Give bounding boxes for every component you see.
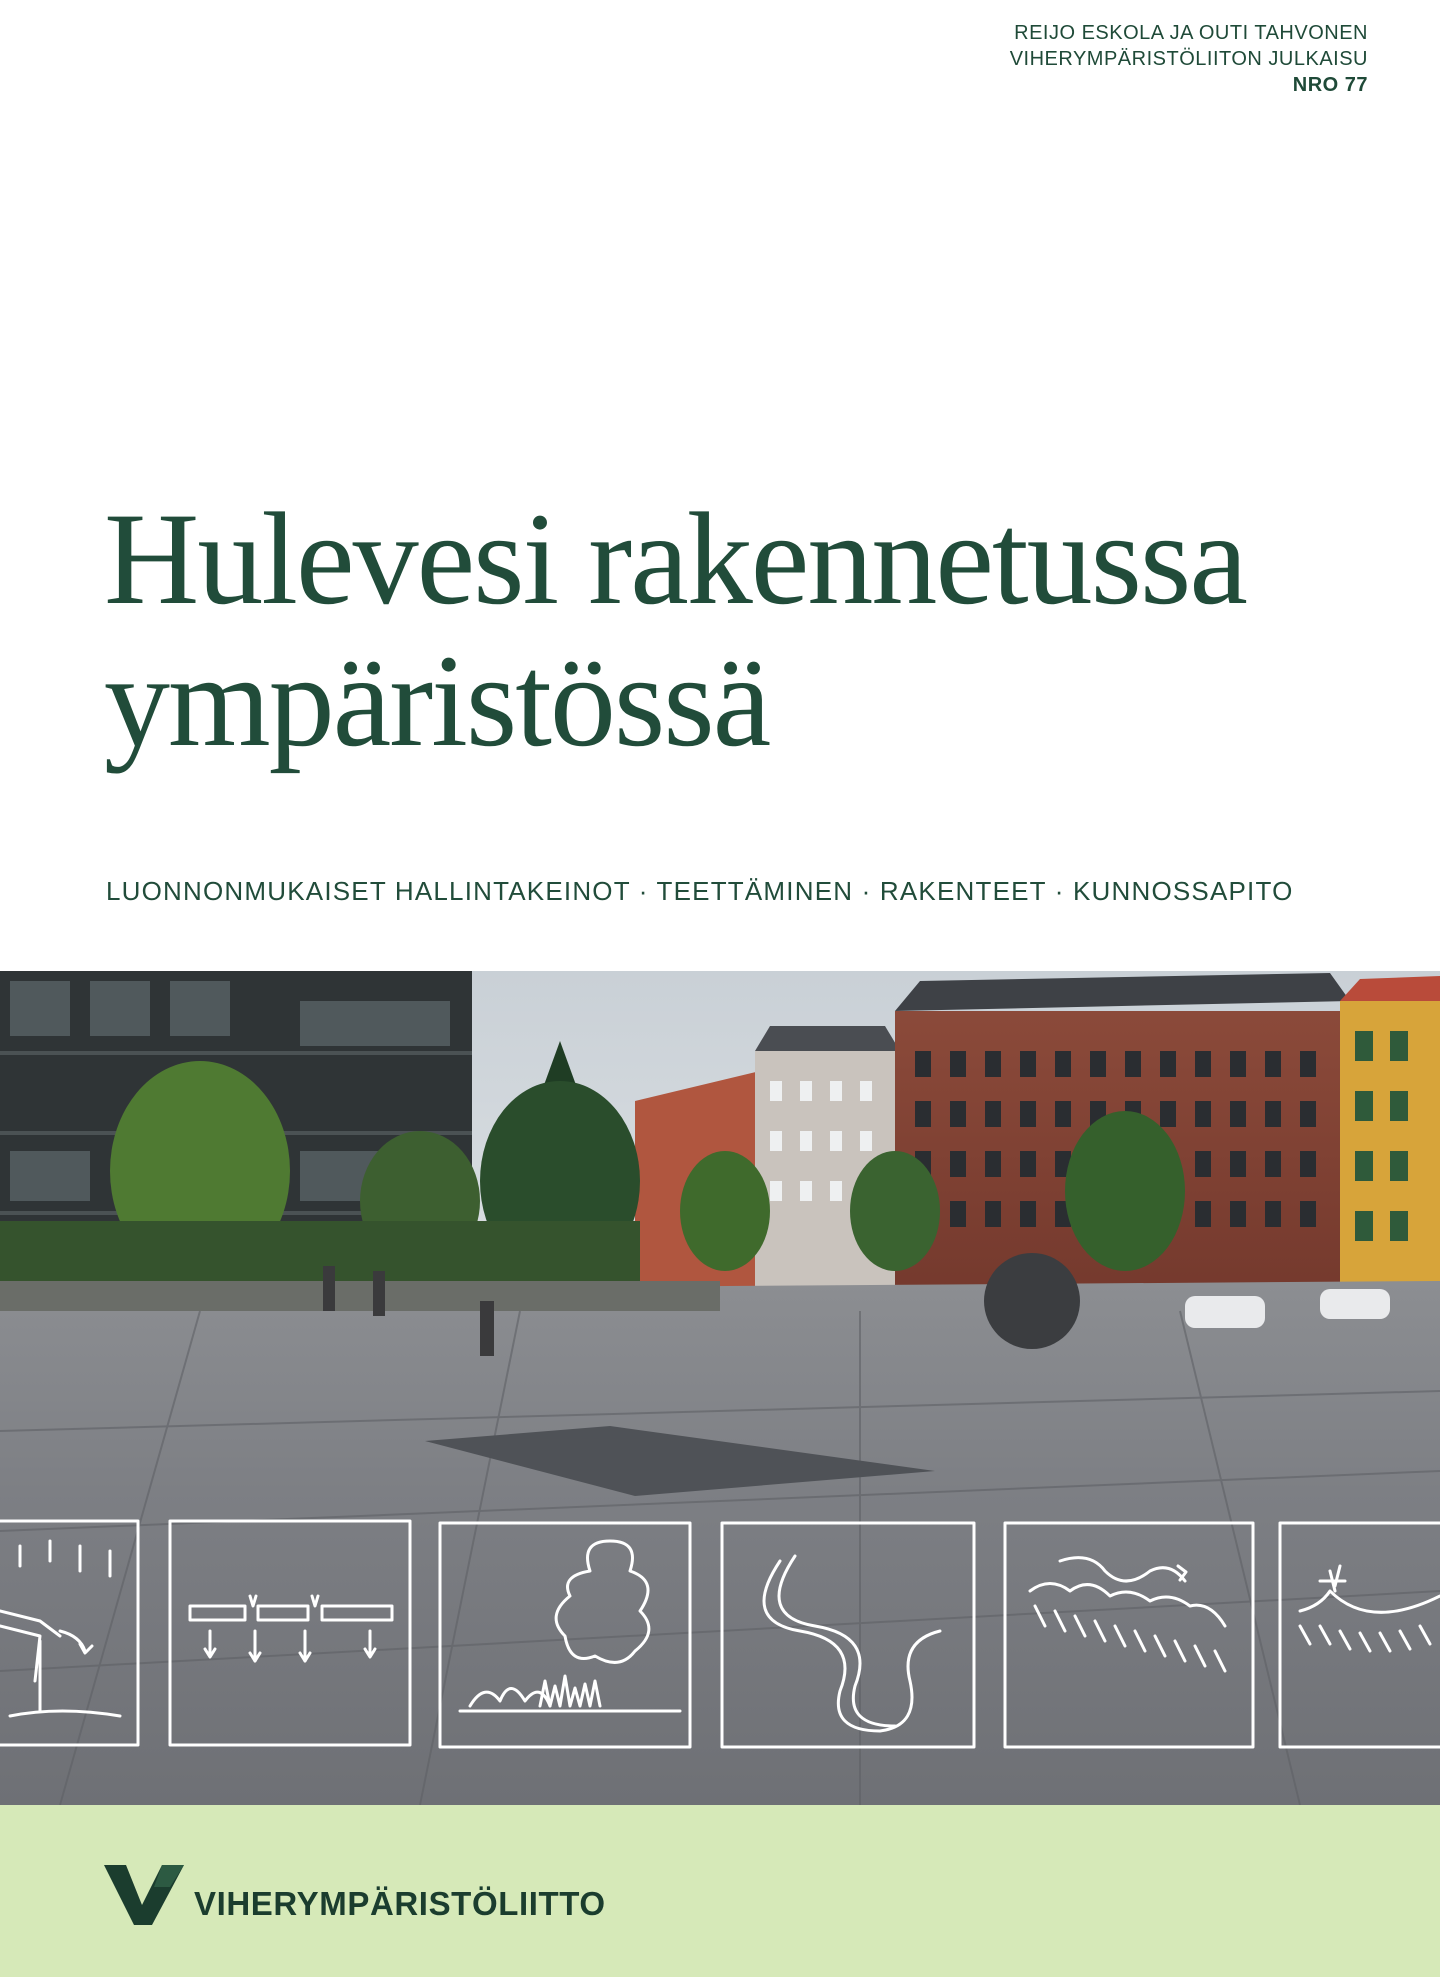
subtitle: LUONNONMUKAISET HALLINTAKEINOT · TEETTÄMINEN · RAKENTEET · KUNNOSSAPITO — [106, 876, 1294, 906]
series-name: VIHERYMPÄRISTÖLIITON JULKAISU — [1009, 48, 1368, 70]
publication-info — [1010, 20, 1368, 98]
publisher-footer — [0, 1805, 1440, 1977]
book-title — [104, 485, 1246, 774]
issue-number: NRO 77 — [1292, 74, 1368, 96]
title-line-1: Hulevesi rakennetussa — [104, 485, 1246, 632]
title-line-2: ympäristössä — [104, 627, 770, 774]
authors: REIJO ESKOLA JA OUTI TAHVONEN — [1014, 22, 1368, 44]
v-logo-icon — [104, 1861, 184, 1927]
publisher-name: VIHERYMPÄRISTÖLIITTO — [194, 1885, 606, 1922]
cover-photo — [0, 971, 1440, 1805]
